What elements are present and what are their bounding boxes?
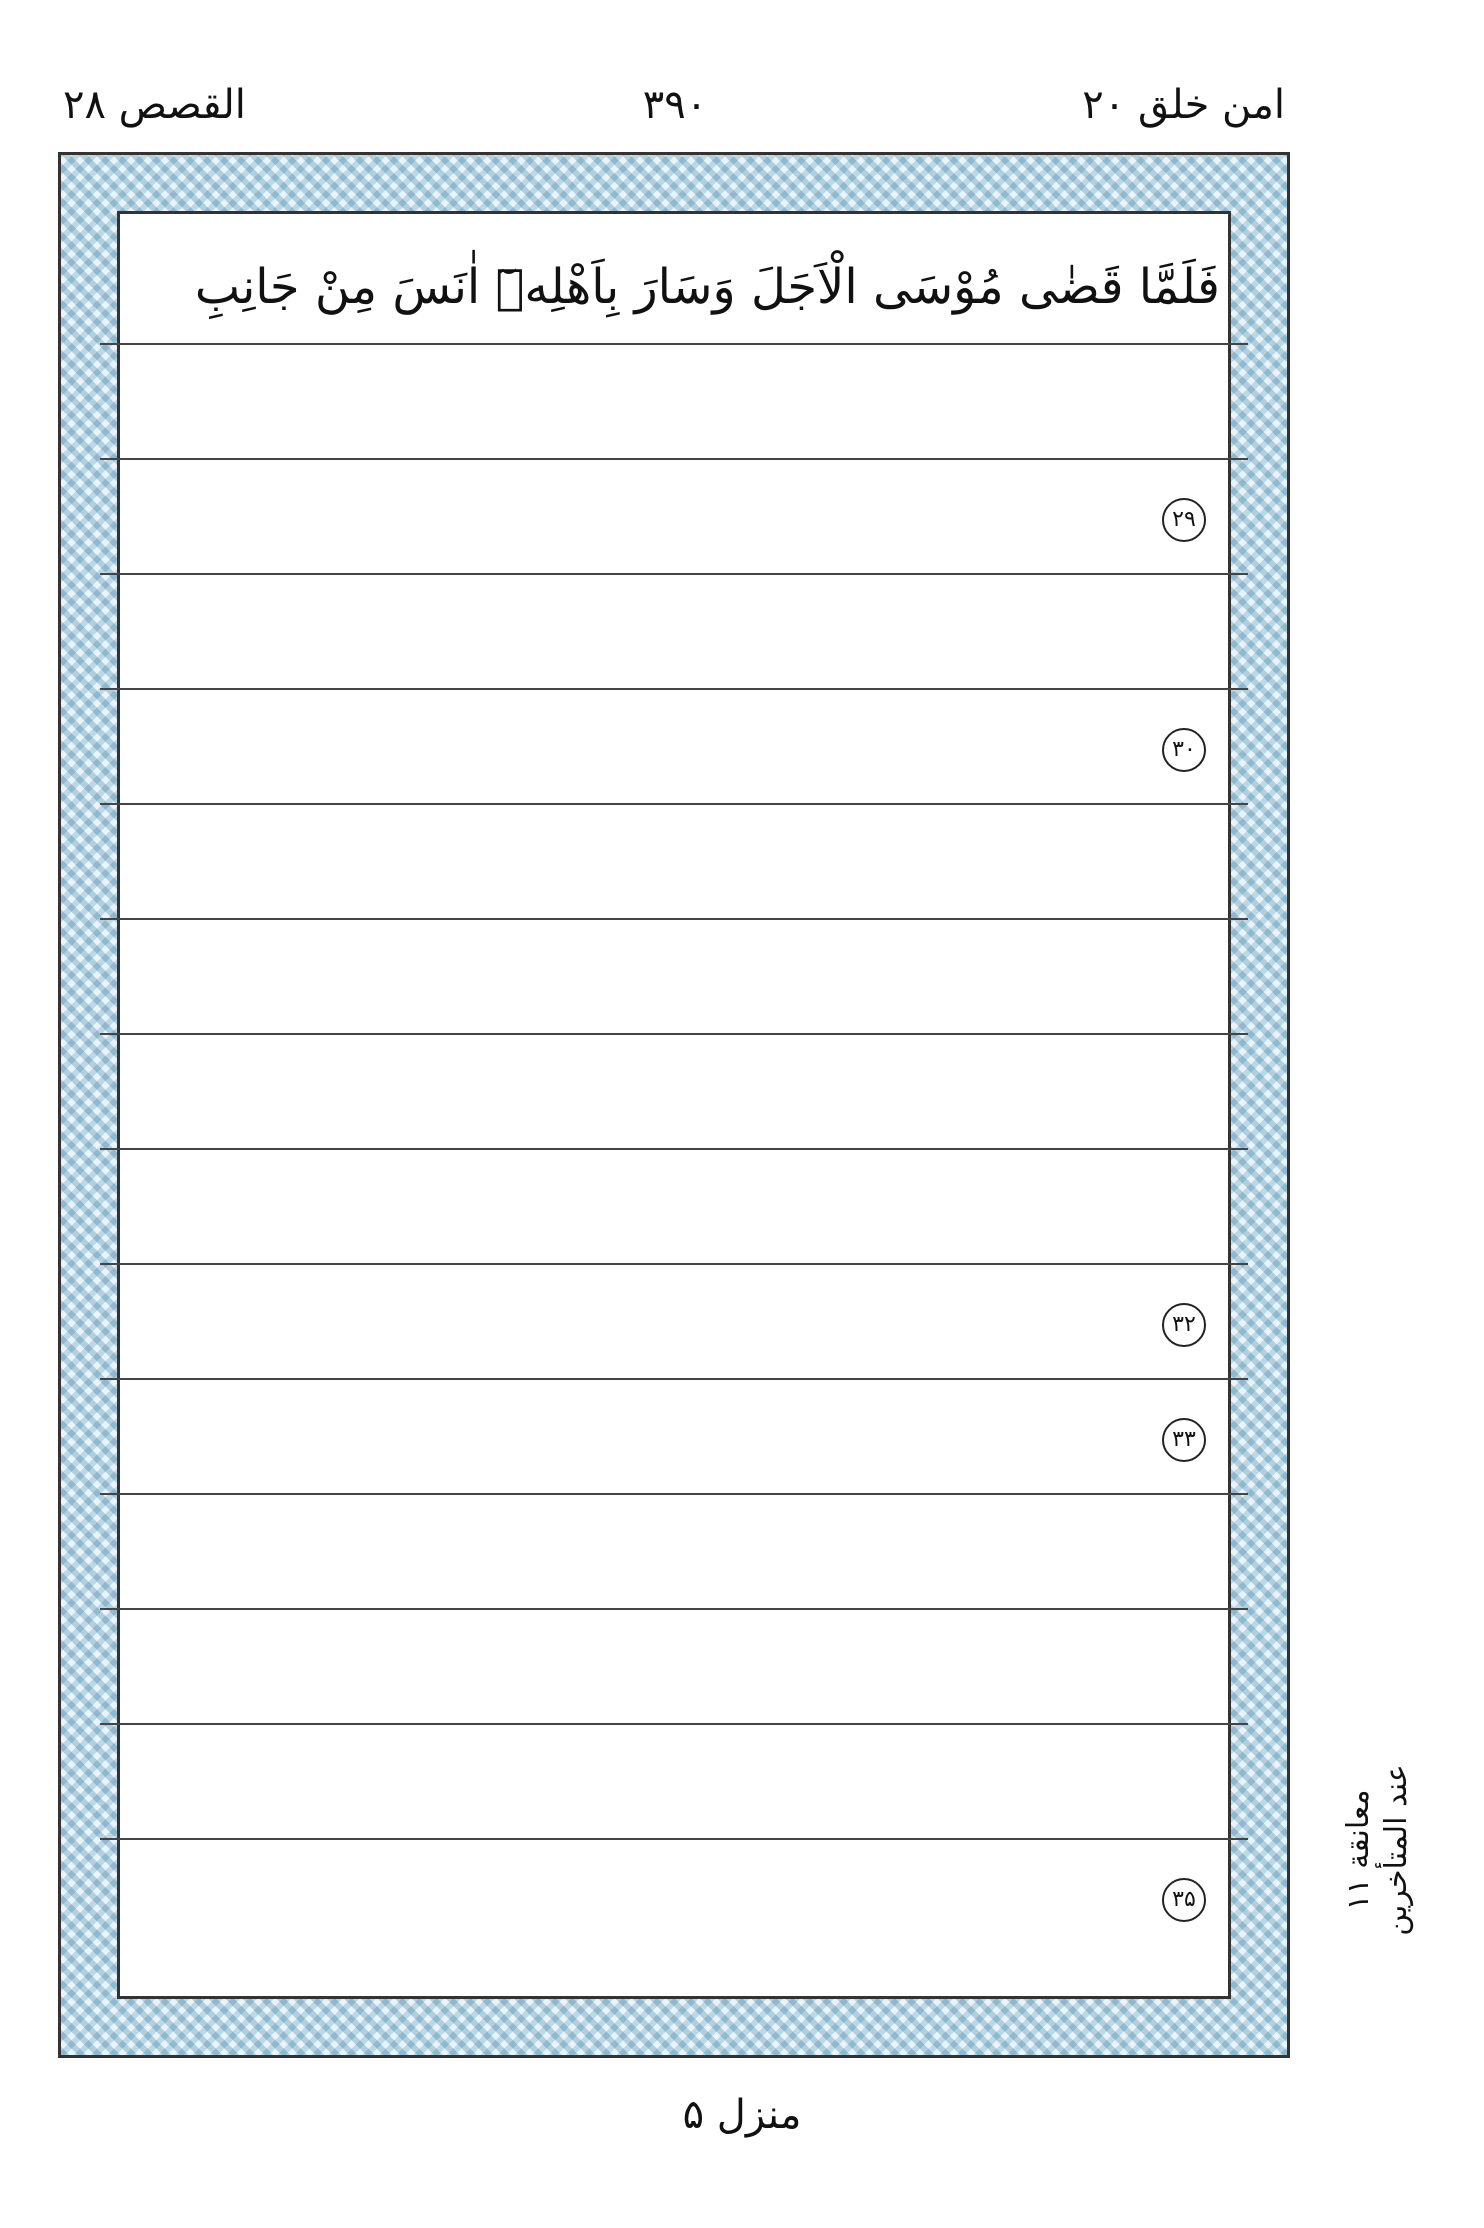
verse-line bbox=[100, 805, 1248, 920]
margin-note-text bbox=[1340, 1700, 1416, 2000]
verse-line bbox=[100, 1035, 1248, 1150]
margin-note-line: معانقة ۱۱ bbox=[1341, 1789, 1376, 1911]
verse-line bbox=[100, 230, 1248, 345]
page-header bbox=[55, 65, 1295, 145]
ayah-number-marker: ۳۲ bbox=[1162, 1303, 1206, 1347]
verse-line bbox=[100, 1150, 1248, 1265]
manzil-label: منزل ۵ bbox=[682, 2092, 802, 2138]
page-number: ۳۹۰ bbox=[642, 82, 708, 128]
verse-line bbox=[100, 1380, 1248, 1495]
ayah-number-marker: ۲۹ bbox=[1162, 498, 1206, 542]
verse-line bbox=[100, 575, 1248, 690]
surah-name: القصص ۲۸ bbox=[63, 82, 246, 128]
verse-line bbox=[100, 460, 1248, 575]
ayah-number-marker: ۳۰ bbox=[1162, 728, 1206, 772]
margin-note bbox=[1310, 1700, 1414, 2000]
verse-line bbox=[100, 1610, 1248, 1725]
verse-line bbox=[100, 1265, 1248, 1380]
ayah-number-marker: ۳۳ bbox=[1162, 1418, 1206, 1462]
verse-line bbox=[100, 690, 1248, 805]
verse-line bbox=[100, 345, 1248, 460]
verse-line bbox=[100, 1840, 1248, 1955]
verse-line bbox=[100, 1725, 1248, 1840]
verse-line-text: فَلَمَّا قَضٰى مُوْسَى الْاَجَلَ وَسَارَ بِاَهْلِهٖٓ اٰنَسَ مِنْ جَانِبِ bbox=[194, 259, 1220, 315]
juz-name: امن خلق ۲۰ bbox=[1082, 82, 1285, 128]
quran-text-block bbox=[100, 230, 1248, 1962]
ayah-number-marker: ۳۵ bbox=[1162, 1878, 1206, 1922]
verse-line bbox=[100, 1495, 1248, 1610]
margin-note-line: عند المتأخرين bbox=[1379, 1764, 1414, 1936]
verse-line bbox=[100, 920, 1248, 1035]
